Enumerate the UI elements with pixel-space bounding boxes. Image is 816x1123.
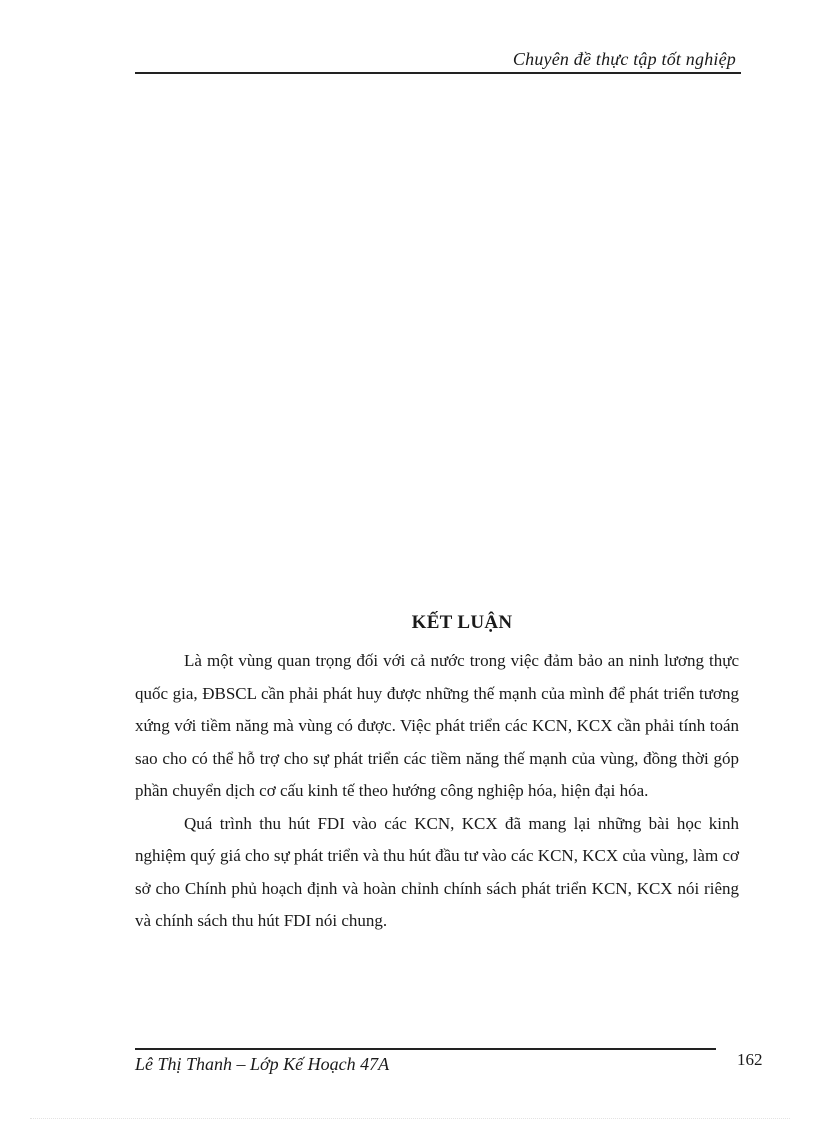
body-text	[135, 645, 739, 938]
footer-author: Lê Thị Thanh – Lớp Kế Hoạch 47A	[135, 1054, 390, 1074]
page-bottom-edge	[30, 1118, 790, 1119]
page-header-title: Chuyên đề thực tập tốt nghiệp	[512, 49, 736, 69]
header-divider	[135, 72, 741, 74]
section-heading: KẾT LUẬN	[411, 612, 513, 633]
paragraph: Là một vùng quan trọng đối với cả nước trong việc đảm bảo an ninh lương thực quốc gia, ĐBSCL cần phải phát huy được những thế mạnh của mình để phát triển tương xứng với tiềm năng mà vùng có được. Việc phát triển các KCN, KCX cần phải tính toán sao cho có thể hỗ trợ cho sự phát triển các tiềm năng thế mạnh của vùng, đồng thời góp phần chuyển dịch cơ cấu kinh tế theo hướng công nghiệp hóa, hiện đại hóa.	[135, 651, 739, 800]
footer-divider	[135, 1048, 716, 1050]
page-number: 162	[737, 1050, 763, 1069]
paragraph: Quá trình thu hút FDI vào các KCN, KCX đã mang lại những bài học kinh nghiệm quý giá cho sự phát triển và thu hút đầu tư vào các KCN, KCX của vùng, làm cơ sở cho Chính phủ hoạch định và hoàn chỉnh chính sách phát triển KCN, KCX nói riêng và chính sách thu hút FDI nói chung.	[135, 813, 739, 930]
